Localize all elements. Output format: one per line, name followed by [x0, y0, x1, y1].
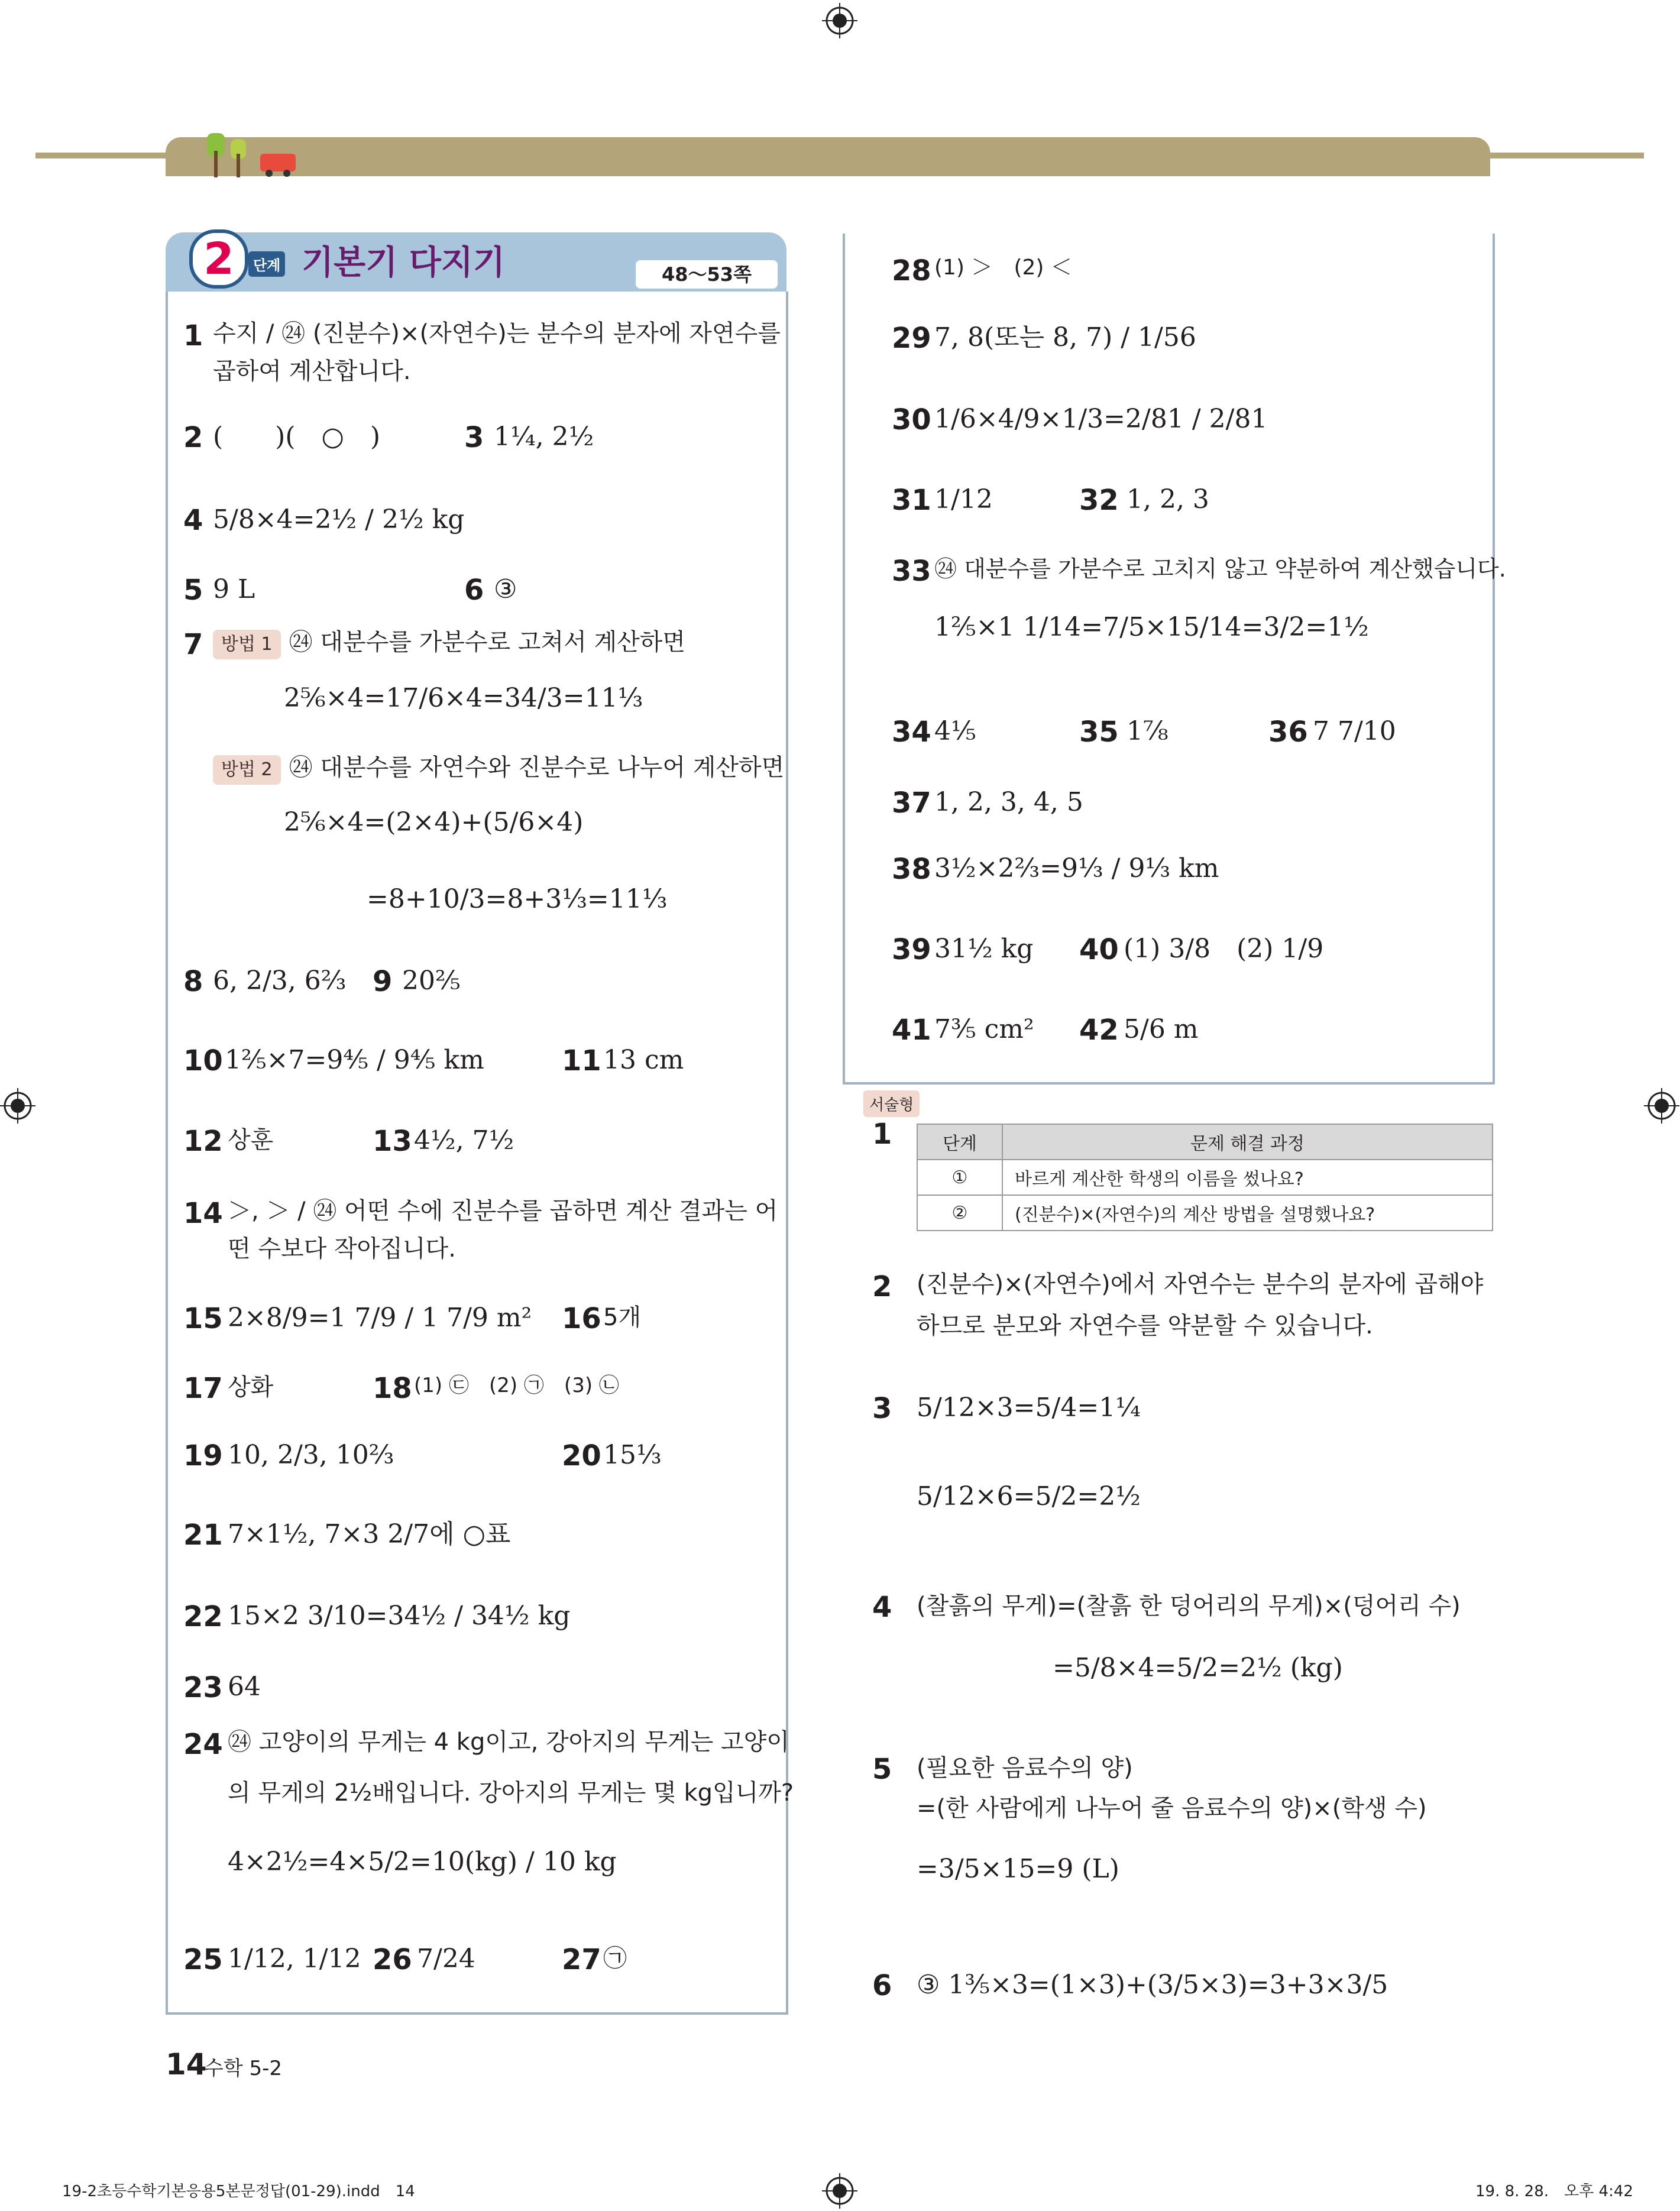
e6-equation: ③ 1⅗×3=(1×3)+(3/5×3)=3+3×3/5 — [917, 1970, 1388, 2000]
registration-mark-icon — [822, 2173, 857, 2209]
e2-num: 2 — [872, 1270, 892, 1303]
registration-mark-icon — [1644, 1088, 1679, 1124]
method-1-equation: 2⅚×4=17/6×4=34/3=11⅓ — [284, 683, 643, 713]
q13-num: 13 — [373, 1125, 412, 1158]
e5-equation: =3/5×15=9 (L) — [917, 1854, 1119, 1884]
rubric-step-2: ② — [917, 1195, 1002, 1231]
q38-num: 38 — [892, 853, 931, 886]
q21-num: 21 — [183, 1519, 223, 1552]
q39-num: 39 — [892, 933, 931, 966]
q40-num: 40 — [1079, 933, 1119, 966]
stage-label: 단계 — [248, 251, 285, 277]
q18-num: 18 — [373, 1372, 412, 1405]
q15-num: 15 — [183, 1302, 223, 1335]
page-range: 48～53쪽 — [636, 260, 778, 289]
q41-answer: 7⅗ cm² — [934, 1014, 1034, 1044]
q4-num: 4 — [183, 504, 203, 537]
registration-mark-icon — [0, 1088, 35, 1124]
q21-answer: 7×1½, 7×3 2/7에 ○표 — [228, 1519, 511, 1549]
q23-answer: 64 — [228, 1672, 261, 1702]
q39-answer: 31½ kg — [934, 934, 1034, 964]
q3-answer: 1¼, 2½ — [494, 422, 594, 452]
rubric-text-1: 바르게 계산한 학생의 이름을 썼나요? — [1002, 1160, 1493, 1195]
q24-equation: 4×2½=4×5/2=10(kg) / 10 kg — [228, 1847, 617, 1877]
q38-answer: 3½×2⅔=9⅓ / 9⅓ km — [934, 853, 1219, 883]
q10-num: 10 — [183, 1044, 223, 1077]
q31-answer: 1/12 — [934, 484, 993, 514]
print-date: 19. 8. 28. 오후 4:42 — [1475, 2183, 1633, 2200]
q42-num: 42 — [1079, 1014, 1119, 1047]
q25-answer: 1/12, 1/12 — [228, 1944, 361, 1974]
page-title: 기본기 다지기 — [302, 244, 506, 282]
q13-answer: 4½, 7½ — [414, 1125, 514, 1155]
q8-answer: 6, 2/3, 6⅔ — [213, 966, 347, 996]
q4-answer: 5/8×4=2½ / 2½ kg — [213, 504, 465, 535]
q14-text: ＞, ＞ / ㉔ 어떤 수에 진분수를 곱하면 계산 결과는 어 — [228, 1197, 778, 1225]
q25-num: 25 — [183, 1943, 223, 1976]
q23-num: 23 — [183, 1671, 223, 1704]
method-1-text: ㉔ 대분수를 가분수로 고쳐서 계산하면 — [289, 629, 686, 656]
e5-text-2: =(한 사람에게 나누어 줄 음료수의 양)×(학생 수) — [917, 1795, 1427, 1822]
q16-answer: 5개 — [603, 1304, 642, 1331]
method-2-equation-2: =8+10/3=8+3⅓=11⅓ — [367, 884, 668, 914]
q14-text-2: 떤 수보다 작아집니다. — [228, 1235, 456, 1262]
method-2-badge: 방법 2 — [213, 755, 281, 785]
e1-num: 1 — [872, 1118, 892, 1151]
q6-answer: ③ — [494, 574, 517, 604]
e5-text: (필요한 음료수의 양) — [917, 1754, 1133, 1782]
q7-num: 7 — [183, 628, 203, 661]
q18-answer: (1) ㉢ (2) ㉠ (3) ㉡ — [414, 1374, 619, 1397]
q42-answer: 5/6 m — [1124, 1014, 1199, 1044]
e4-equation: =5/8×4=5/2=2½ (kg) — [1053, 1653, 1343, 1683]
q32-num: 32 — [1079, 484, 1119, 517]
q1-num: 1 — [183, 319, 203, 352]
q1-text-2: 곱하여 계산합니다. — [213, 358, 411, 385]
q40-answer: (1) 3/8 (2) 1/9 — [1124, 934, 1324, 964]
q31-num: 31 — [892, 484, 931, 517]
q20-answer: 15⅓ — [603, 1440, 662, 1470]
q36-num: 36 — [1268, 716, 1308, 749]
method-2-text: ㉔ 대분수를 자연수와 진분수로 나누어 계산하면 — [289, 754, 785, 781]
top-decor-tab — [166, 137, 1490, 176]
q14-num: 14 — [183, 1197, 223, 1230]
rubric-step-1: ① — [917, 1160, 1002, 1195]
q11-answer: 13 cm — [603, 1045, 684, 1075]
rubric-header-step: 단계 — [917, 1124, 1002, 1160]
page-number: 14 — [166, 2047, 207, 2081]
q17-num: 17 — [183, 1372, 223, 1405]
q16-num: 16 — [562, 1302, 601, 1335]
q27-num: 27 — [562, 1943, 601, 1976]
e3-eq-2: 5/12×6=5/2=2½ — [917, 1481, 1141, 1511]
subject-label: 수학 5-2 — [204, 2057, 283, 2080]
q5-num: 5 — [183, 574, 203, 607]
q17-answer: 상화 — [228, 1374, 274, 1401]
e4-text: (찰흙의 무게)=(찰흙 한 덩어리의 무게)×(덩어리 수) — [917, 1592, 1461, 1620]
q26-num: 26 — [373, 1943, 412, 1976]
q41-num: 41 — [892, 1014, 931, 1047]
e3-eq-1: 5/12×3=5/4=1¼ — [917, 1393, 1141, 1423]
q28-num: 28 — [892, 254, 931, 287]
q33-num: 33 — [892, 555, 931, 588]
q26-answer: 7/24 — [417, 1944, 475, 1974]
q24-num: 24 — [183, 1728, 223, 1761]
stage-number: 2 — [189, 229, 248, 289]
q19-num: 19 — [183, 1439, 223, 1472]
q3-num: 3 — [464, 421, 484, 454]
essay-label: 서술형 — [863, 1090, 920, 1117]
e2-text: (진분수)×(자연수)에서 자연수는 분수의 분자에 곱해야 — [917, 1271, 1484, 1298]
q15-answer: 2×8/9=1 7/9 / 1 7/9 m² — [228, 1303, 532, 1333]
q11-num: 11 — [562, 1044, 601, 1077]
q37-answer: 1, 2, 3, 4, 5 — [934, 787, 1083, 817]
q24-text-2: 의 무게의 2½배입니다. 강아지의 무게는 몇 kg입니까? — [228, 1779, 794, 1807]
q1-text: 수지 / ㉔ (진분수)×(자연수)는 분수의 분자에 자연수를 — [213, 320, 781, 347]
q28-answer: (1) ＞ (2) ＜ — [934, 255, 1072, 280]
q32-answer: 1, 2, 3 — [1127, 484, 1209, 514]
e2-text-2: 하므로 분모와 자연수를 약분할 수 있습니다. — [917, 1312, 1373, 1339]
q2-answer: ( )( ○ ) — [213, 422, 381, 452]
q30-num: 30 — [892, 403, 931, 436]
q12-answer: 상훈 — [228, 1126, 274, 1154]
tree-bus-icon — [195, 127, 313, 180]
q5-answer: 9 L — [213, 574, 255, 604]
file-name: 19-2초등수학기본응용5본문정답(01-29).indd 14 — [62, 2183, 415, 2200]
q22-num: 22 — [183, 1600, 223, 1633]
e5-num: 5 — [872, 1753, 892, 1786]
q6-num: 6 — [464, 574, 484, 607]
q29-num: 29 — [892, 322, 931, 355]
q24-text: ㉔ 고양이의 무게는 4 kg이고, 강아지의 무게는 고양이 — [228, 1728, 789, 1756]
e6-num: 6 — [872, 1969, 892, 2002]
e4-num: 4 — [872, 1591, 892, 1624]
q20-num: 20 — [562, 1439, 601, 1472]
q19-answer: 10, 2/3, 10⅔ — [228, 1440, 394, 1470]
rubric-header-process: 문제 해결 과정 — [1002, 1124, 1493, 1160]
q33-text: ㉔ 대분수를 가분수로 고치지 않고 약분하여 계산했습니다. — [934, 556, 1506, 582]
q35-answer: 1⅞ — [1127, 716, 1168, 746]
rubric-text-2: (진분수)×(자연수)의 계산 방법을 설명했나요? — [1002, 1195, 1493, 1231]
q29-answer: 7, 8(또는 8, 7) / 1/56 — [934, 322, 1196, 352]
q35-num: 35 — [1079, 716, 1119, 749]
q34-answer: 4⅕ — [934, 716, 976, 746]
q8-num: 8 — [183, 965, 203, 998]
q10-answer: 1⅖×7=9⅘ / 9⅘ km — [225, 1045, 484, 1075]
registration-mark-icon — [822, 3, 857, 38]
q37-num: 37 — [892, 786, 931, 820]
q2-num: 2 — [183, 421, 203, 454]
q36-answer: 7 7/10 — [1313, 716, 1396, 746]
q22-answer: 15×2 3/10=34½ / 34½ kg — [228, 1601, 571, 1631]
rubric-table — [917, 1124, 1493, 1231]
q12-num: 12 — [183, 1125, 223, 1158]
q27-answer: ㉠ — [603, 1945, 627, 1972]
q33-equation: 1⅖×1 1/14=7/5×15/14=3/2=1½ — [934, 612, 1369, 642]
q30-answer: 1/6×4/9×1/3=2/81 / 2/81 — [934, 404, 1268, 434]
method-1-badge: 방법 1 — [213, 630, 281, 659]
method-2-equation: 2⅚×4=(2×4)+(5/6×4) — [284, 807, 584, 837]
q9-answer: 20⅖ — [402, 966, 461, 996]
q34-num: 34 — [892, 716, 931, 749]
e3-num: 3 — [872, 1392, 892, 1425]
q9-num: 9 — [373, 965, 393, 998]
